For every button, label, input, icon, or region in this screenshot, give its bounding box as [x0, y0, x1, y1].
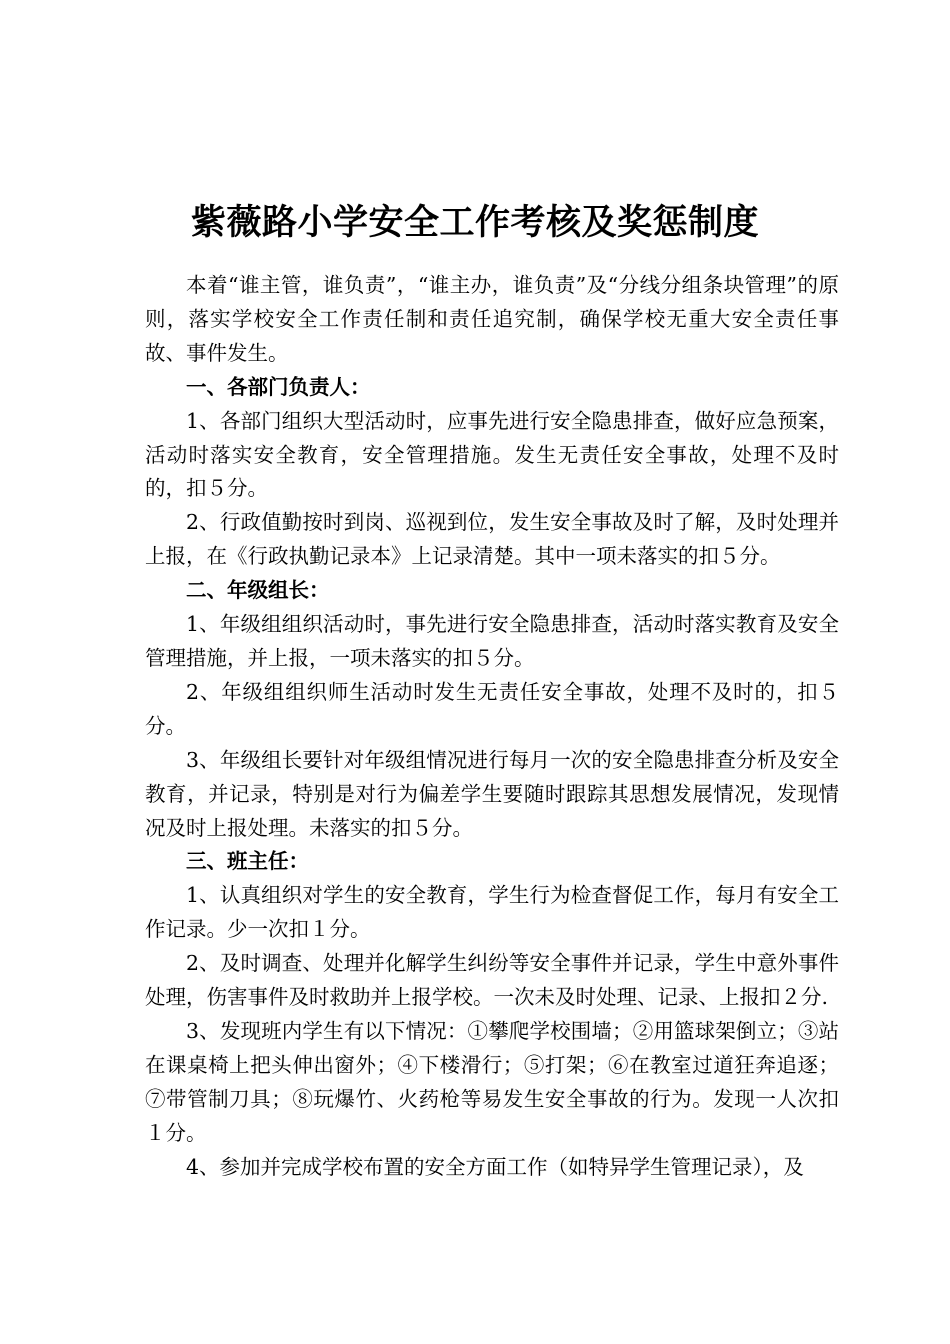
- paragraph-department-2: 2、行政值勤按时到岗、巡视到位，发生安全事故及时了解，及时处理并上报，在《行政执勤记录本》上记录清楚。其中一项未落实的扣５分。: [145, 510, 839, 569]
- paragraph-grade-2: 2、年级组组织师生活动时发生无责任安全事故，处理不及时的，扣５分。: [145, 679, 839, 738]
- section-heading-department-heads: 一、各部门负责人：: [186, 374, 371, 399]
- paragraph-class-4: 4、参加并完成学校布置的安全方面工作（如特异学生管理记录），及: [186, 1154, 804, 1179]
- paragraph-class-1: 1、认真组织对学生的安全教育，学生行为检查督促工作，每月有安全工作记录。少一次扣１分。: [145, 883, 839, 942]
- intro-paragraph: 本着“谁主管，谁负责”，“谁主办，谁负责”及“分线分组条块管理”的原则，落实学校安全工作责任制和责任追究制，确保学校无重大安全责任事故、事件发生。: [145, 273, 839, 365]
- paragraph-grade-3: 3、年级组长要针对年级组情况进行每月一次的安全隐患排查分析及安全教育，并记录，特别是对行为偏差学生要随时跟踪其思想发展情况，发现情况及时上报处理。未落实的扣５分。: [145, 747, 839, 840]
- paragraph-class-2: 2、及时调查、处理并化解学生纠纷等安全事件并记录，学生中意外事件处理，伤害事件及时救助并上报学校。一次未及时处理、记录、上报扣２分.: [145, 951, 839, 1010]
- paragraph-department-1: 1、各部门组织大型活动时，应事先进行安全隐患排查，做好应急预案，活动时落实安全教育，安全管理措施。发生无责任安全事故，处理不及时的，扣５分。: [145, 408, 839, 501]
- section-heading-class-teachers: 三、班主任：: [186, 849, 309, 874]
- paragraph-class-3: 3、发现班内学生有以下情况：①攀爬学校围墙；②用篮球架倒立；③站在课桌椅上把头伸出窗外；④下楼滑行；⑤打架；⑥在教室过道狂奔追逐；⑦带管制刀具；⑧玩爆竹、火药枪等易发生安全事故的行为。发现一人次扣１分。: [145, 1018, 839, 1145]
- document-title: 紫薇路小学安全工作考核及奖惩制度: [190, 202, 759, 243]
- paragraph-grade-1: 1、年级组组织活动时，事先进行安全隐患排查，活动时落实教育及安全管理措施，并上报，一项未落实的扣５分。: [145, 612, 839, 670]
- section-heading-grade-leaders: 二、年级组长：: [186, 578, 330, 603]
- document-body: [145, 269, 839, 1184]
